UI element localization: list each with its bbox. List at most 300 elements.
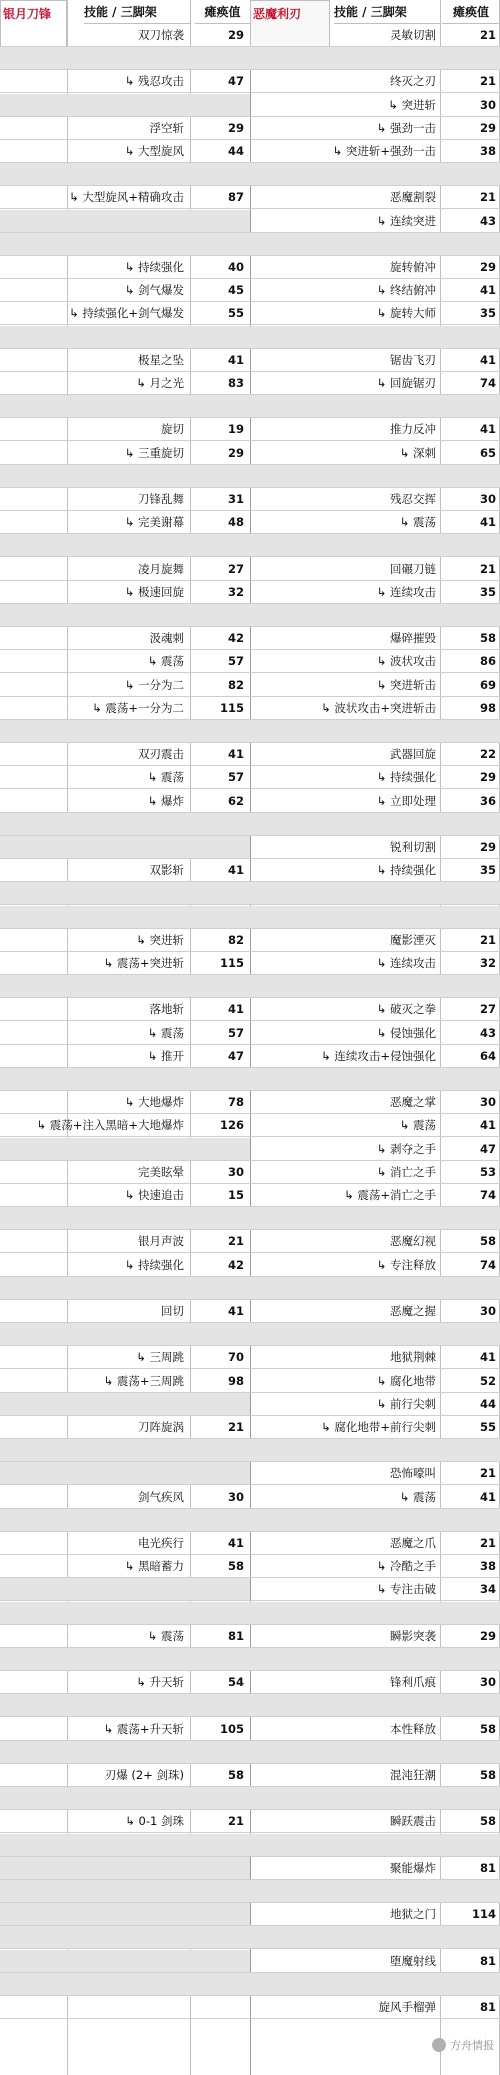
skill-name: 终灭之刃: [390, 74, 436, 89]
stagger-value: 43: [479, 1025, 496, 1040]
table-row: [0, 1300, 500, 1323]
stagger-value: 98: [227, 1373, 244, 1388]
left-section-title: 银月刀锋: [0, 0, 67, 58]
stagger-value: 42: [227, 1257, 244, 1272]
skill-name: ↳ 一分为二: [124, 677, 184, 692]
skill-name: 旋转俯冲: [390, 260, 436, 274]
table-row: [0, 1138, 500, 1161]
table-row: [0, 766, 500, 789]
stagger-value: 21: [227, 1420, 244, 1434]
skill-name: 恐怖嚎叫: [390, 1466, 436, 1481]
table-row: [0, 372, 500, 395]
skill-name: 爆碎摧毁: [390, 631, 436, 646]
table-row: [0, 1671, 500, 1694]
blank-row: [0, 1068, 500, 1091]
blank-row: [0, 534, 500, 557]
stagger-value: 41: [227, 1536, 244, 1550]
stagger-value: 82: [227, 677, 244, 692]
stagger-value: 53: [479, 1164, 496, 1179]
skill-name: 旋切: [161, 422, 184, 437]
stagger-value: 83: [227, 376, 244, 390]
skill-name: ↳ 大型旋风+精确攻击: [69, 190, 184, 205]
table-row: [0, 1810, 500, 1833]
table-row: [0, 1091, 500, 1114]
skill-name: 极星之坠: [138, 352, 184, 367]
stagger-value: 58: [227, 1768, 244, 1782]
skill-name: ↳ 震荡: [147, 1025, 184, 1040]
blank-row: [0, 465, 500, 488]
skill-name: 刀阵旋涡: [138, 1420, 184, 1434]
stagger-value: 86: [479, 654, 496, 669]
blank-row: [0, 1509, 500, 1532]
blank-row: [0, 1834, 500, 1857]
skill-name: ↳ 突进斩击: [376, 677, 436, 692]
stagger-value: 55: [227, 306, 244, 321]
stagger-value: 30: [479, 492, 496, 506]
blank-row: [0, 813, 500, 836]
blank-row: [0, 1787, 500, 1810]
skill-name: ↳ 震荡: [399, 515, 436, 530]
table-row: [0, 1486, 500, 1509]
skill-name: 回碾刀链: [390, 561, 436, 576]
blank-row: [0, 1973, 500, 1996]
right-value-column-header: 瘫痪值: [442, 0, 500, 24]
table-row: [0, 1184, 500, 1207]
stagger-value: 45: [227, 283, 244, 298]
skill-name: ↳ 震荡: [147, 1628, 184, 1643]
stagger-value: 52: [479, 1373, 496, 1388]
table-row: [0, 256, 500, 279]
skill-name: ↳ 极速回旋: [124, 584, 184, 599]
skill-name: ↳ 快速追击: [124, 1188, 184, 1202]
skill-name: 回切: [161, 1304, 184, 1318]
skill-name: ↳ 前行尖刺: [376, 1396, 436, 1411]
table-row: [0, 488, 500, 511]
table-row: [0, 24, 500, 47]
table-row: [0, 1045, 500, 1068]
table-row: [0, 627, 500, 650]
skill-name: 双刃震击: [138, 747, 184, 762]
skill-name: ↳ 腐化地带: [376, 1373, 436, 1388]
table-row: [0, 1950, 500, 1973]
stagger-value: 21: [227, 1234, 244, 1249]
stagger-value: 29: [479, 1628, 496, 1643]
table-row: [0, 94, 500, 117]
skill-name: ↳ 冷酷之手: [376, 1559, 436, 1574]
skill-name: ↳ 黑暗蓄力: [124, 1559, 184, 1574]
blank-row: [0, 395, 500, 418]
stagger-value: 27: [227, 561, 244, 576]
skill-name: ↳ 突进斩: [136, 932, 184, 947]
skill-name: ↳ 连续攻击: [376, 956, 436, 970]
right-skill-column-header: 技能 / 三脚架: [334, 0, 440, 24]
skill-name: ↳ 月之光: [136, 376, 184, 390]
stagger-value: 36: [479, 793, 496, 808]
skill-name: ↳ 持续强化: [376, 770, 436, 785]
skill-name: 剑气疾风: [138, 1489, 184, 1504]
blank-row: [0, 1323, 500, 1346]
table-row: [0, 1903, 500, 1926]
stagger-value: 29: [227, 445, 244, 460]
stagger-value: 29: [227, 28, 244, 42]
stagger-value: 65: [479, 445, 496, 460]
left-value-column-header: 瘫痪值: [195, 0, 250, 24]
table-row: [0, 1161, 500, 1184]
skill-name: ↳ 震荡+消亡之手: [344, 1188, 436, 1202]
skill-name: 魔影湮灭: [390, 932, 436, 947]
skill-name: ↳ 终结俯冲: [376, 283, 436, 298]
stagger-value: 34: [479, 1582, 496, 1597]
stagger-value: 29: [479, 840, 496, 854]
table-row: [0, 859, 500, 882]
skill-name: ↳ 持续强化+剑气爆发: [69, 306, 184, 321]
table-row: [0, 117, 500, 140]
stagger-value: 41: [227, 352, 244, 367]
skill-name: ↳ 侵蚀强化: [376, 1025, 436, 1040]
stagger-value: 74: [479, 1188, 496, 1202]
stagger-value: 64: [479, 1048, 496, 1063]
blank-row: [0, 882, 500, 905]
table-row: [0, 674, 500, 697]
stagger-value: 47: [479, 1141, 496, 1156]
stagger-value: 55: [479, 1420, 496, 1434]
skill-name: 残忍交挥: [390, 492, 436, 506]
stagger-value: 29: [479, 770, 496, 785]
stagger-value: 115: [219, 700, 244, 715]
skill-name: ↳ 强劲一击: [376, 120, 436, 135]
stagger-value: 41: [479, 283, 496, 298]
table-row: [0, 1254, 500, 1277]
skill-name: 地狱之门: [390, 1907, 436, 1922]
stagger-value: 29: [227, 120, 244, 135]
skill-name: ↳ 震荡+突进斩: [103, 956, 184, 970]
skill-name: ↳ 震荡: [399, 1489, 436, 1504]
stagger-value: 70: [227, 1350, 244, 1365]
stagger-value: 21: [479, 1536, 496, 1550]
skill-name: ↳ 震荡: [147, 770, 184, 785]
skill-name: 恶魔幻视: [390, 1234, 436, 1249]
stagger-value: 31: [227, 492, 244, 506]
blank-row: [0, 1741, 500, 1764]
table-row: [0, 581, 500, 604]
blank-row: [0, 975, 500, 998]
stagger-value: 81: [479, 1953, 496, 1968]
skill-name: 瞬影突袭: [390, 1628, 436, 1643]
blank-row: [0, 720, 500, 743]
stagger-value: 32: [227, 584, 244, 599]
skill-name: ↳ 持续强化: [124, 260, 184, 274]
skill-name: 完美眩晕: [138, 1164, 184, 1179]
skill-name: ↳ 立即处理: [376, 793, 436, 808]
stagger-value: 54: [227, 1675, 244, 1690]
stagger-value: 58: [479, 1768, 496, 1782]
skill-name: ↳ 爆炸: [147, 793, 184, 808]
skill-name: ↳ 连续攻击+侵蚀强化: [321, 1048, 436, 1063]
skill-name: ↳ 持续强化: [124, 1257, 184, 1272]
blank-row: [0, 1207, 500, 1230]
skill-name: 恶魔之爪: [390, 1536, 436, 1550]
table-row: [0, 743, 500, 766]
watermark-text: 方舟情报: [450, 2039, 494, 2052]
skill-name: ↳ 0-1 剑珠: [125, 1814, 184, 1829]
blank-row: [0, 326, 500, 349]
skill-name: 落地斩: [149, 1002, 184, 1017]
stagger-value: 41: [479, 515, 496, 530]
table-row: [0, 1370, 500, 1393]
skill-name: 聚能爆炸: [390, 1860, 436, 1875]
stagger-value: 41: [227, 1002, 244, 1017]
stagger-value: 35: [479, 863, 496, 878]
blank-row: [0, 1694, 500, 1717]
table-row: [0, 1462, 500, 1485]
stagger-value: 44: [227, 144, 244, 158]
stagger-value: 30: [479, 97, 496, 112]
blank-row: [0, 1439, 500, 1462]
stagger-value: 41: [227, 863, 244, 878]
skill-name: 瞬跃震击: [390, 1814, 436, 1829]
stagger-value: 21: [479, 190, 496, 205]
right-section-title: 恶魔利刃: [250, 0, 330, 58]
stagger-value: 126: [219, 1118, 244, 1133]
table-row: [0, 210, 500, 233]
table-row: [0, 1346, 500, 1369]
skill-name: ↳ 震荡+三周跳: [103, 1373, 184, 1388]
skill-name: ↳ 持续强化: [376, 863, 436, 878]
blank-row: [0, 906, 500, 929]
stagger-value: 41: [227, 747, 244, 762]
skill-name: ↳ 震荡+升天斩: [103, 1721, 184, 1736]
skill-name: 锐利切割: [390, 840, 436, 854]
stagger-value: 32: [479, 956, 496, 970]
skill-name: 刃爆 (2+ 剑珠): [104, 1768, 184, 1782]
stagger-value: 74: [479, 1257, 496, 1272]
skill-name: ↳ 消亡之手: [376, 1164, 436, 1179]
skill-name: ↳ 大地爆炸: [124, 1095, 184, 1110]
table-row: [0, 1555, 500, 1578]
stagger-value: 105: [219, 1721, 244, 1736]
skill-name: 恶魔割裂: [390, 190, 436, 205]
stagger-value: 21: [479, 561, 496, 576]
stagger-value: 30: [479, 1675, 496, 1690]
skill-name: ↳ 震荡: [147, 654, 184, 669]
skill-name: ↳ 回旋锯刃: [376, 376, 436, 390]
table-row: [0, 1578, 500, 1601]
stagger-value: 47: [227, 74, 244, 89]
skill-name: 混沌狂潮: [390, 1768, 436, 1782]
stagger-value: 21: [479, 932, 496, 947]
stagger-value: 19: [227, 422, 244, 437]
table-row: [0, 302, 500, 325]
table-row: [0, 279, 500, 302]
skill-name: ↳ 腐化地带+前行尖刺: [321, 1420, 436, 1434]
table-row: [0, 952, 500, 975]
stagger-value: 81: [479, 2000, 496, 2014]
table-row: [0, 1996, 500, 2019]
stagger-value: 30: [479, 1304, 496, 1318]
stagger-value: 43: [479, 213, 496, 228]
stagger-value: 57: [227, 1025, 244, 1040]
skill-name: 恶魔之握: [390, 1304, 436, 1318]
wechat-logo-icon: [432, 2038, 446, 2052]
stagger-value: 57: [227, 770, 244, 785]
table-row: [0, 1416, 500, 1439]
skill-name: 本性释放: [390, 1721, 436, 1736]
table-row: [0, 511, 500, 534]
skill-name: ↳ 连续攻击: [376, 584, 436, 599]
stagger-value: 81: [479, 1860, 496, 1875]
table-row: [0, 998, 500, 1021]
skill-name: ↳ 推开: [147, 1048, 184, 1063]
skill-name: ↳ 专注释放: [376, 1257, 436, 1272]
stagger-value: 57: [227, 654, 244, 669]
stagger-value: 44: [479, 1396, 496, 1411]
skill-name: 汲魂刺: [149, 631, 184, 646]
skill-name: 浮空斩: [149, 120, 184, 135]
stagger-value: 74: [479, 376, 496, 390]
blank-row: [0, 604, 500, 627]
skill-name: 推力反冲: [390, 422, 436, 437]
skill-name: ↳ 连续突进: [376, 213, 436, 228]
stagger-value: 69: [479, 677, 496, 692]
skill-name: ↳ 三重旋切: [124, 445, 184, 460]
stagger-value: 58: [479, 1234, 496, 1249]
table-row: [0, 650, 500, 673]
stagger-value: 58: [479, 1721, 496, 1736]
stagger-value: 30: [227, 1489, 244, 1504]
table-row: [0, 186, 500, 209]
stagger-value: 87: [227, 190, 244, 205]
skill-name: 地狱荆棘: [390, 1350, 436, 1365]
stagger-value: 78: [227, 1095, 244, 1110]
stagger-value: 41: [479, 1350, 496, 1365]
skill-name: 武器回旋: [390, 747, 436, 762]
skill-name: ↳ 残忍攻击: [124, 74, 184, 89]
stagger-value: 41: [479, 352, 496, 367]
blank-row: [0, 47, 500, 70]
stagger-value: 115: [219, 956, 244, 970]
skill-name: ↳ 大型旋风: [124, 144, 184, 158]
skill-name: ↳ 剑气爆发: [124, 283, 184, 298]
stagger-value: 48: [227, 515, 244, 530]
stagger-value: 58: [227, 1559, 244, 1574]
skill-name: ↳ 震荡+注入黑暗+大地爆炸: [36, 1118, 184, 1133]
table-row: [0, 1022, 500, 1045]
table-row: [0, 1532, 500, 1555]
table-row: [0, 1114, 500, 1137]
blank-row: [0, 1648, 500, 1671]
skill-name: 旋风手榴弹: [378, 2000, 436, 2014]
skill-name: ↳ 升天斩: [136, 1675, 184, 1690]
skill-name: 锋利爪痕: [390, 1675, 436, 1690]
stagger-value: 114: [471, 1907, 496, 1922]
stagger-value: 98: [479, 700, 496, 715]
stagger-value: 38: [479, 1559, 496, 1574]
skill-name: ↳ 深刺: [399, 445, 436, 460]
table-row: [0, 1393, 500, 1416]
stagger-value: 38: [479, 144, 496, 158]
skill-name: 银月声波: [138, 1234, 184, 1249]
skill-name: ↳ 突进斩+强劲一击: [332, 144, 436, 158]
skill-name: 锯齿飞刃: [390, 352, 436, 367]
skill-name: 恶魔之掌: [390, 1095, 436, 1110]
blank-row: [0, 233, 500, 256]
table-row: [0, 1718, 500, 1741]
skill-name: ↳ 突进斩: [388, 97, 436, 112]
skill-name: 凌月旋舞: [138, 561, 184, 576]
skill-name: ↳ 波状攻击: [376, 654, 436, 669]
stagger-value: 21: [479, 1466, 496, 1481]
stagger-value: 22: [479, 747, 496, 762]
skill-name: 双影斩: [149, 863, 184, 878]
stagger-value: 30: [227, 1164, 244, 1179]
table-row: [0, 1857, 500, 1880]
skill-name: ↳ 波状攻击+突进斩击: [321, 700, 436, 715]
table-row: [0, 70, 500, 93]
stagger-value: 35: [479, 306, 496, 321]
table-row: [0, 790, 500, 813]
stagger-value: 30: [479, 1095, 496, 1110]
stagger-value: 21: [479, 74, 496, 89]
stagger-value: 82: [227, 932, 244, 947]
stagger-value: 42: [227, 631, 244, 646]
table-row: [0, 1764, 500, 1787]
stagger-value: 41: [227, 1304, 244, 1318]
table-row: [0, 1625, 500, 1648]
blank-row: [0, 163, 500, 186]
stagger-value: 47: [227, 1048, 244, 1063]
table-row: [0, 442, 500, 465]
watermark: [432, 2037, 494, 2053]
blank-row: [0, 1277, 500, 1300]
skill-name: 刀锋乱舞: [138, 492, 184, 506]
stagger-value: 62: [227, 793, 244, 808]
table-row: [0, 418, 500, 441]
blank-row: [0, 1926, 500, 1949]
stagger-value: 58: [479, 631, 496, 646]
skill-name: ↳ 完美谢幕: [124, 515, 184, 530]
skill-name: 双刀惊袭: [138, 28, 184, 42]
skill-name: 灵敏切割: [390, 28, 436, 42]
stagger-value: 58: [479, 1814, 496, 1829]
stagger-value: 15: [227, 1188, 244, 1202]
stagger-value: 41: [479, 1118, 496, 1133]
stagger-value: 21: [227, 1814, 244, 1829]
stagger-value: 35: [479, 584, 496, 599]
table-row: [0, 558, 500, 581]
skill-name: ↳ 破灭之拳: [376, 1002, 436, 1017]
stagger-value: 21: [479, 28, 496, 42]
skill-name: 堕魔射线: [390, 1953, 436, 1968]
table-row: [0, 697, 500, 720]
skill-name: ↳ 震荡: [399, 1118, 436, 1133]
skill-name: ↳ 震荡+一分为二: [92, 700, 184, 715]
skill-name: ↳ 专注击破: [376, 1582, 436, 1597]
table-row: [0, 140, 500, 163]
left-skill-column-header: 技能 / 三脚架: [84, 0, 190, 24]
table-row: [0, 349, 500, 372]
stagger-value: 41: [479, 1489, 496, 1504]
table-row: [0, 1230, 500, 1253]
table-row: [0, 836, 500, 859]
stagger-value: 41: [479, 422, 496, 437]
skill-name: 电光疾行: [138, 1536, 184, 1550]
stagger-value: 81: [227, 1628, 244, 1643]
skill-name: ↳ 旋转大师: [376, 306, 436, 321]
skill-name: ↳ 三周跳: [136, 1350, 184, 1365]
stagger-value: 27: [479, 1002, 496, 1017]
stagger-value: 40: [227, 260, 244, 274]
blank-row: [0, 1880, 500, 1903]
